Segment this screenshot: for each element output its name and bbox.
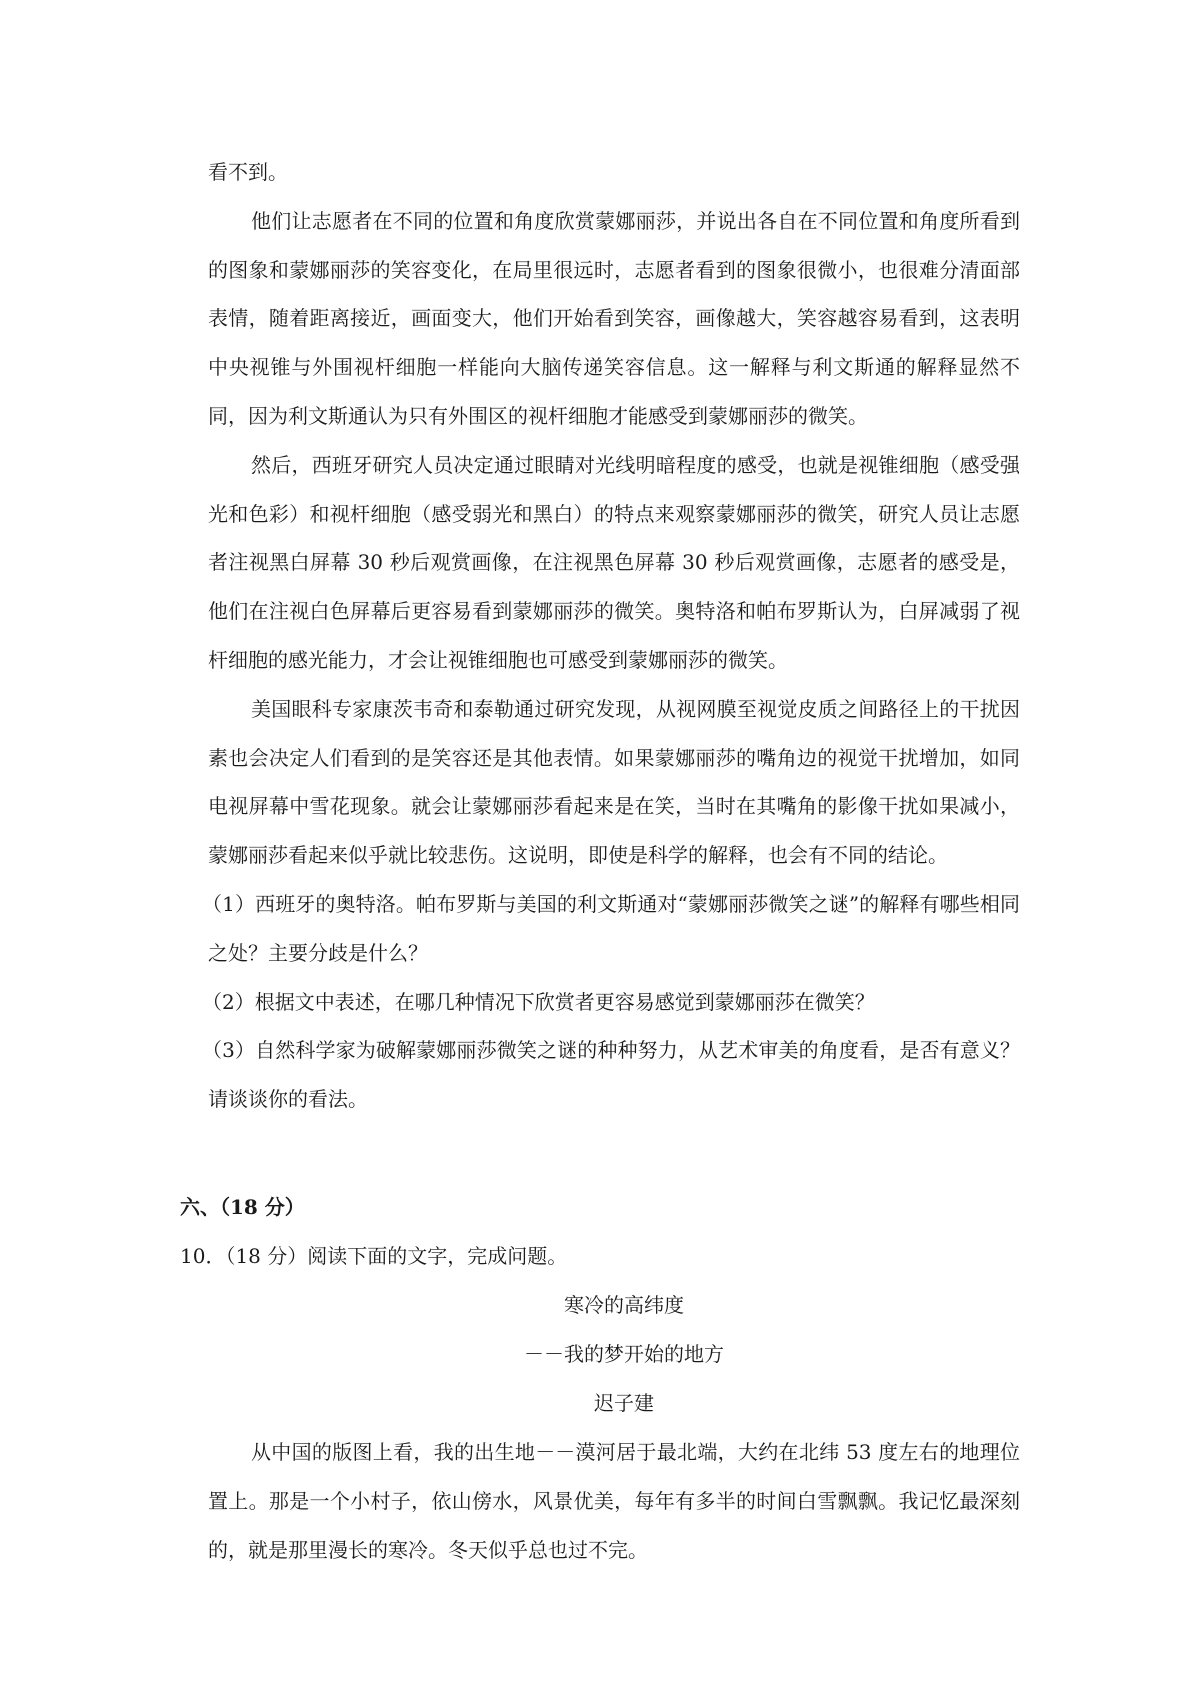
article-author: 迟子建 [594, 1391, 654, 1415]
article-subtitle: －－我的梦开始的地方 [524, 1342, 724, 1366]
question-3: （3）自然科学家为破解蒙娜丽莎微笑之谜的种种努力，从艺术审美的角度看，是否有意义？请谈谈你的看法。 [202, 1038, 1020, 1112]
passage-paragraph-2: 然后，西班牙研究人员决定通过眼睛对光线明暗程度的感受，也就是视锥细胞（感受强光和色彩）和视杆细胞（感受弱光和黑白）的特点来观察蒙娜丽莎的微笑，研究人员让志愿者注视黑白屏幕 30 秒后观赏画像，在注视黑色屏幕 30 秒后观赏画像，志愿者的感受是，他们在注视白色屏幕后更容易看到蒙娜丽莎的微笑。奥特洛和帕布罗斯认为，白屏减弱了视杆细胞的感光能力，才会让视锥细胞也可感受到蒙娜丽莎的微笑。 [208, 452, 1020, 672]
article-body [208, 1428, 1020, 1574]
question-10-intro: 10．（18 分）阅读下面的文字，完成问题。 [180, 1244, 568, 1268]
article-paragraph-1: 从中国的版图上看，我的出生地－－漠河居于最北端，大约在北纬 53 度左右的地理位置上。那是一个小村子，依山傍水，风景优美，每年有多半的时间白雪飘飘。我记忆最深刻的，就是那里漫长的寒冷。冬天似乎总也过不完。 [208, 1440, 1020, 1562]
passage-continued [202, 148, 1020, 1124]
section-heading: 六、（18 分） [180, 1195, 305, 1219]
article-title: 寒冷的高纬度 [564, 1293, 684, 1317]
question-1: （1）西班牙的奥特洛。帕布罗斯与美国的利文斯通对“蒙娜丽莎微笑之谜”的解释有哪些相同之处？主要分歧是什么？ [202, 891, 1020, 965]
passage-paragraph-3: 美国眼科专家康茨韦奇和泰勒通过研究发现，从视网膜至视觉皮质之间路径上的干扰因素也会决定人们看到的是笑容还是其他表情。如果蒙娜丽莎的嘴角边的视觉干扰增加，如同电视屏幕中雪花现象。就会让蒙娜丽莎看起来是在笑，当时在其嘴角的影像干扰如果减小，蒙娜丽莎看起来似乎就比较悲伤。这说明，即使是科学的解释，也会有不同的结论。 [208, 696, 1020, 868]
article-header [208, 1281, 1020, 1428]
question-2: （2）根据文中表述，在哪几种情况下欣赏者更容易感觉到蒙娜丽莎在微笑？ [202, 989, 875, 1014]
passage-paragraph-1: 他们让志愿者在不同的位置和角度欣赏蒙娜丽莎，并说出各自在不同位置和角度所看到的图象和蒙娜丽莎的笑容变化，在局里很远时，志愿者看到的图象很微小，也很难分清面部表情，随着距离接近，画面变大，他们开始看到笑容，画像越大，笑容越容易看到，这表明中央视锥与外围视杆细胞一样能向大脑传递笑容信息。这一解释与利文斯通的解释显然不同，因为利文斯通认为只有外围区的视杆细胞才能感受到蒙娜丽莎的微笑。 [208, 208, 1020, 428]
passage-paragraph-0: 看不到。 [208, 160, 288, 184]
